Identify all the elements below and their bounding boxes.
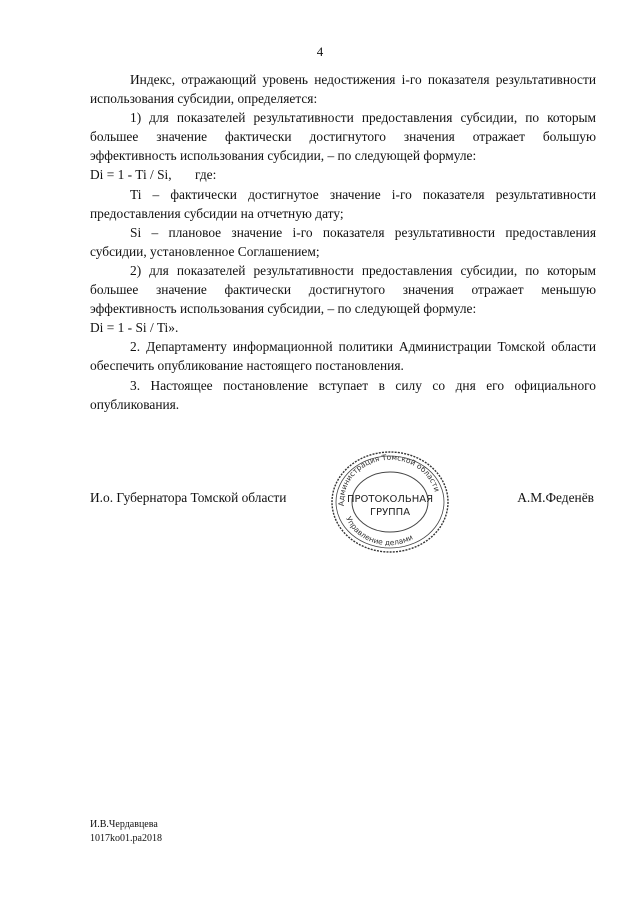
document-footer — [90, 818, 162, 846]
stamp-center-line-2: ГРУППА — [369, 507, 411, 518]
paragraph-si-definition: Si – плановое значение i-го показателя результативности предоставления субсидии, установленное Соглашением; — [90, 224, 596, 259]
official-stamp — [324, 446, 454, 556]
page-number: 4 — [316, 44, 324, 59]
stamp-center-line-1: ПРОТОКОЛЬНАЯ — [346, 494, 434, 505]
signatory-position: И.о. Губернатора Томской области — [90, 490, 287, 505]
document-body — [90, 70, 596, 414]
formula-1: Di = 1 - Ti / Si, где: — [90, 167, 217, 183]
stamp-ring-text: Администрация Томской области — [336, 452, 442, 507]
paragraph-index-definition: Индекс, отражающий уровень недостижения i-го показателя результативности использования субсидии, определяется: — [90, 72, 596, 107]
stamp-bottom-text: Управление делами — [344, 514, 415, 548]
paragraph-ti-definition: Ti – фактически достигнутое значение i-го показателя результативности предоставления субсидии на отчетную дату; — [90, 186, 596, 221]
footer-author: И.В.Чердавцева — [90, 819, 158, 830]
paragraph-case-2: 2) для показателей результативности предоставления субсидии, по которым большее значение фактически достигнутого значения отражает меньшую эффективность использования субсидии, – по следующей формуле: — [90, 262, 596, 317]
paragraph-item-3: 3. Настоящее постановление вступает в силу со дня его официального опубликования. — [90, 377, 596, 412]
paragraph-item-2: 2. Департаменту информационной политики Администрации Томской области обеспечить опубликование настоящего постановления. — [90, 339, 596, 374]
formula-2: Di = 1 - Si / Ti». — [90, 320, 179, 336]
footer-doc-code: 1017ko01.pa2018 — [90, 833, 162, 844]
paragraph-case-1: 1) для показателей результативности предоставления субсидии, по которым большее значение фактически достигнутого значения отражает большую эффективность использования субсидии, – по следующей формуле: — [90, 110, 596, 164]
signatory-name: А.М.Феденёв — [517, 490, 594, 505]
